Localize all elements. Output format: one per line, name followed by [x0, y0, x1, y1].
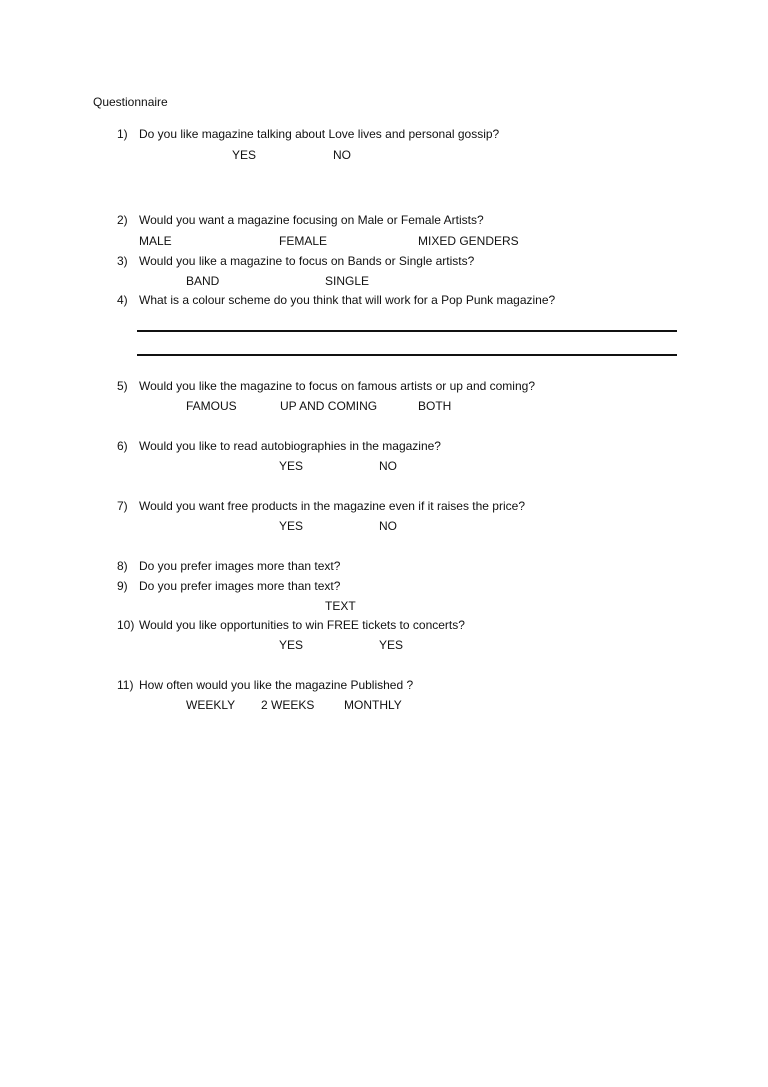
answer-option: YES [279, 519, 304, 533]
question-text: Would you want a magazine focusing on Male or Female Artists? [139, 213, 484, 227]
answer-line [137, 330, 677, 332]
question-number: 2) [117, 213, 128, 227]
answer-option: FAMOUS [186, 399, 237, 413]
question-number: 11) [117, 678, 134, 692]
answer-option: TEXT [325, 599, 356, 613]
question-text: Would you like opportunities to win FREE tickets to concerts? [139, 618, 465, 632]
question-number: 10) [117, 618, 135, 632]
answer-option: NO [333, 148, 351, 162]
question-text: How often would you like the magazine Published ? [139, 678, 414, 692]
question-text: Do you prefer images more than text? [139, 559, 341, 573]
answer-option: YES [279, 459, 304, 473]
question-text: Do you prefer images more than text? [139, 579, 341, 593]
answer-option: FEMALE [279, 234, 328, 248]
question-text: Would you want free products in the magazine even if it raises the price? [139, 499, 525, 513]
question-number: 7) [117, 499, 128, 513]
question-number: 9) [117, 579, 128, 593]
page-title: Questionnaire [93, 95, 168, 109]
answer-option: NO [379, 519, 397, 533]
question-number: 3) [117, 254, 128, 268]
answer-option: MALE [139, 234, 172, 248]
answer-option: BOTH [418, 399, 452, 413]
question-text: Do you like magazine talking about Love lives and personal gossip? [139, 127, 500, 141]
answer-option: YES [232, 148, 257, 162]
answer-option: YES [379, 638, 404, 652]
question-text: Would you like to read autobiographies in the magazine? [139, 439, 441, 453]
question-text: Would you like a magazine to focus on Bands or Single artists? [139, 254, 475, 268]
question-number: 8) [117, 559, 128, 573]
question-number: 4) [117, 293, 128, 307]
answer-line [137, 354, 677, 356]
question-text: What is a colour scheme do you think that will work for a Pop Punk magazine? [139, 293, 556, 307]
question-number: 5) [117, 379, 128, 393]
answer-option: SINGLE [325, 274, 370, 288]
answer-option: 2 WEEKS [261, 698, 315, 712]
answer-option: MIXED GENDERS [418, 234, 519, 248]
answer-option: BAND [186, 274, 220, 288]
answer-option: UP AND COMING [280, 399, 378, 413]
question-number: 6) [117, 439, 128, 453]
answer-option: YES [279, 638, 304, 652]
question-text: Would you like the magazine to focus on famous artists or up and coming? [139, 379, 535, 393]
answer-option: WEEKLY [186, 698, 236, 712]
answer-option: NO [379, 459, 397, 473]
question-number: 1) [117, 127, 128, 141]
answer-option: MONTHLY [344, 698, 402, 712]
